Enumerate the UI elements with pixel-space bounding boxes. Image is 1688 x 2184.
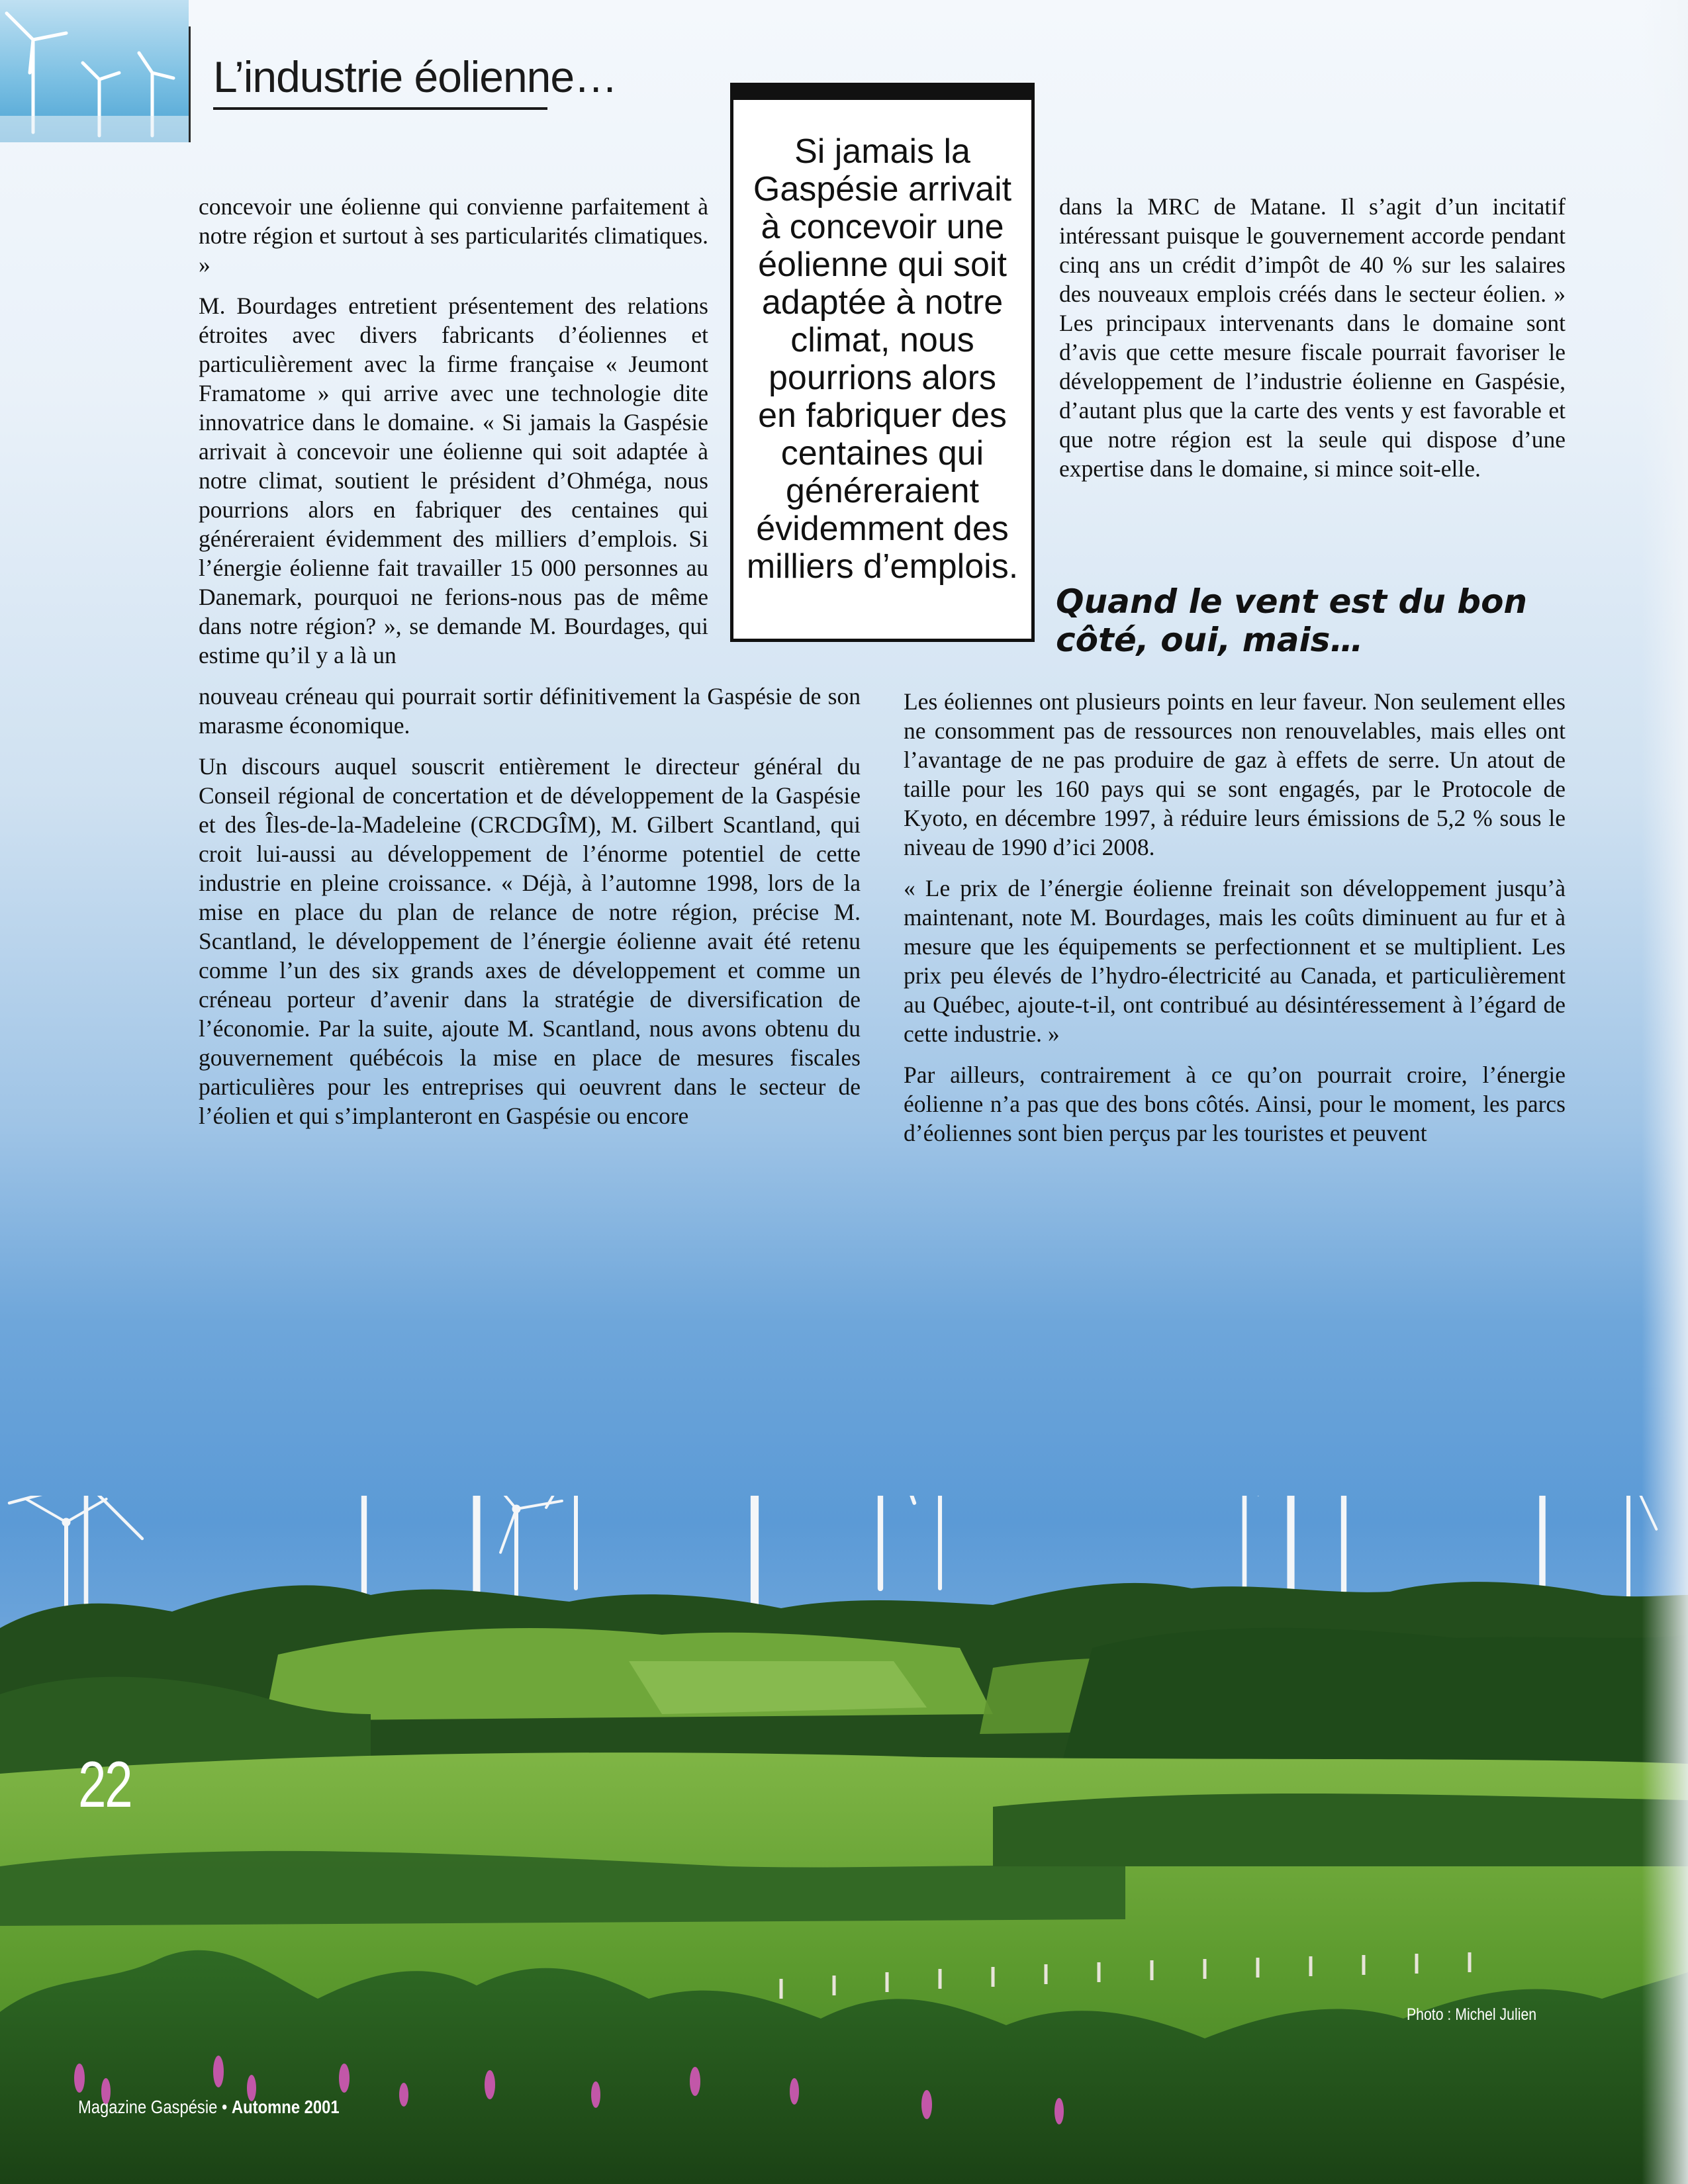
magazine-footer [78,2097,340,2118]
right-column-lower [904,687,1566,1160]
paragraph: Les éoliennes ont plusieurs points en leur faveur. Non seulement elles ne consomment pas de ressources non renouvelables, mais elles ont l’avantage de ne pas produire de gaz à effets de serre. Un atout de taille pour les 160 pays qui se sont engagés, par le Protocole de Kyoto, en décembre 1997, à réduire leurs émissions de 5,2 % sous le niveau de 1990 d’ici 2008. [904,688,1566,860]
turbine-thumbnail-icon [0,0,189,142]
pull-quote-box [730,83,1035,642]
paragraph: nouveau créneau qui pourrait sortir définitivement la Gaspésie de son marasme économique. [199,683,861,739]
header-thumbnail [0,0,189,142]
subheading: Quand le vent est du bon côté, oui, mais… [1056,582,1528,659]
mid-forest [1059,1628,1688,1774]
footer-separator: • [217,2097,232,2117]
paragraph: concevoir une éolienne qui convienne parfaitement à notre région et surtout à ses particularités climatiques. » [199,193,708,278]
page-number: 22 [78,1748,132,1821]
right-column [1059,192,1566,495]
wind-farm-photo [0,1496,1688,2184]
pull-quote-text: Si jamais la Gaspésie arrivait à concevoir une éolienne qui soit adaptée à notre climat, nous pourrions alors en fabriquer des centaines qui généreraient évidemment des milliers d’emplois. [746,132,1019,586]
section-title: L’industrie éolienne… [213,52,618,101]
photo-credit: Photo : Michel Julien [1407,2005,1537,2024]
title-underline [213,107,547,110]
paragraph: « Le prix de l’énergie éolienne freinait son développement jusqu’à maintenant, note M. Bourdages, mais les coûts diminuent au fur et à mesure que les équipements se perfectionnent et se multiplient. Les prix peu élevés de l’hydro-électricité au Canada, et particulièrement au Québec, ajoute-t-il, ont contribué au désintéressement à l’égard de cette industrie. » [904,875,1566,1047]
left-column [199,192,708,670]
header-divider [189,26,191,142]
left-column-lower [199,682,861,1142]
paragraph: dans la MRC de Matane. Il s’agit d’un incitatif intéressant puisque le gouvernement accorde pendant cinq ans un crédit d’impôt de 40 % sur les salaires des nouveaux emplois créés dans le secteur éolien. » Les principaux intervenants dans le domaine sont d’avis que cette mesure fiscale pourrait favoriser le développement de l’industrie éolienne en Gaspésie, d’autant plus que la carte des vents y est favorable et que notre région est la seule qui dispose d’une expertise dans le domaine, si mince soit-elle. [1059,193,1566,482]
paragraph: Un discours auquel souscrit entièrement le directeur général du Conseil régional de concertation et de développement de la Gaspésie et des Îles-de-la-Madeleine (CRCDGÎM), M. Gilbert Scantland, qui croit lui-aussi au développement de l’énorme potentiel de cette industrie en pleine croissance. « Déjà, à l’automne 1998, lors de la mise en place du plan de relance de notre région, précise M. Scantland, le développement de l’énergie éolienne avait été retenu comme l’un des six grands axes de développement et comme un créneau porteur d’avenir dans la stratégie de diversification de l’économie. Par la suite, ajoute M. Scantland, nous avons obtenu du gouvernement québécois la mise en place de mesures fiscales particulières pour les entreprises qui oeuvrent dans le secteur de l’éolien et qui s’implanteront en Gaspésie ou encore [199,753,861,1129]
paragraph: M. Bourdages entretient présentement des relations étroites avec divers fabricants d’éoliennes et particulièrement avec la firme française « Jeumont Framatome » qui arrive avec une technologie dite innovatrice dans le domaine. « Si jamais la Gaspésie arrivait à concevoir une éolienne qui soit adaptée à notre climat, soutient le président d’Ohméga, nous pourrions alors en fabriquer des centaines qui généreraient évidemment des milliers d’emplois. Si l’énergie éolienne fait travailler 15 000 personnes au Danemark, pourquoi ne ferions-nous pas de même dans notre région? », se demande M. Bourdages, qui estime qu’il y a là un [199,293,708,668]
issue-label: Automne 2001 [231,2097,340,2117]
page-edge [1642,0,1688,2184]
paragraph: Par ailleurs, contrairement à ce qu’on pourrait croire, l’énergie éolienne n’a pas que des bons côtés. Ainsi, pour le moment, les parcs d’éoliennes sont bien perçus par les touristes et peuvent [904,1062,1566,1146]
magazine-name: Magazine Gaspésie [78,2097,218,2117]
